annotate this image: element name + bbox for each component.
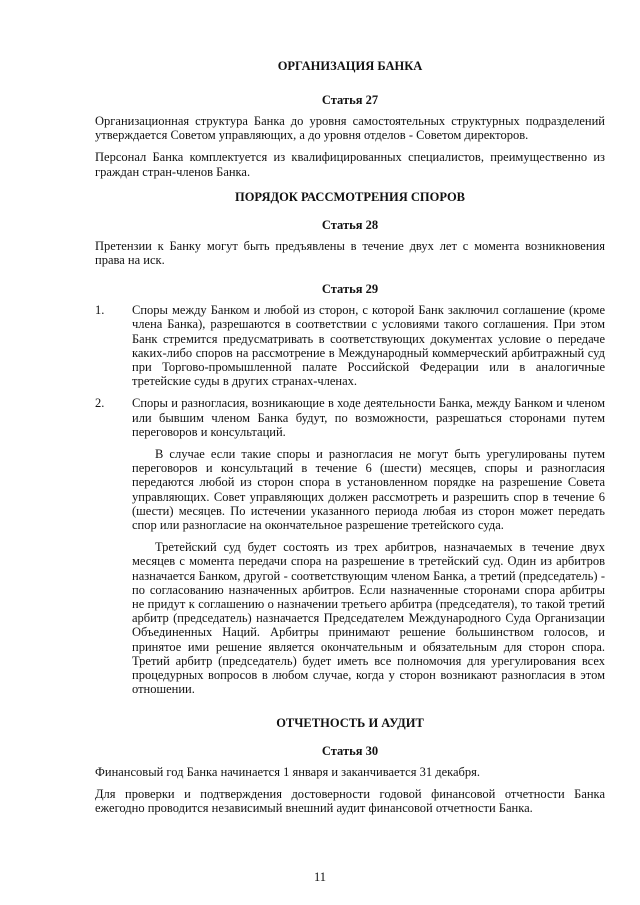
article-29-item-2 [95, 396, 605, 704]
article-27 [95, 92, 605, 179]
section-organization [95, 58, 605, 179]
article-title-29: Статья 29 [321, 282, 379, 297]
article-29-item-1-paragraph-1: Споры между Банком и любой из сторон, с которой Банк заключил соглашение (кроме члена Банка), разрешаются в соответствии с условиями такого соглашения. При этом Банк стремится предусматривать в соответствующих документах условие о передаче каких-либо споров на рассмотрение в Международный коммерческий арбитражный суд при Торгово-промышленной палате Российской Федерации или в аналогичные третейские суды в других странах-членах. [132, 303, 605, 389]
article-title-30: Статья 30 [321, 743, 379, 758]
article-29-item-2-paragraph-1: Споры и разногласия, возникающие в ходе деятельности Банка, между Банком и членом или бывшим членом Банка будут, по возможности, разрешаться сторонами путем переговоров и консультаций. [132, 396, 605, 439]
page-number: 11 [313, 870, 327, 884]
section-reporting [95, 715, 605, 816]
article-29-item-1 [95, 303, 605, 396]
article-27-paragraph-2: Персонал Банка комплектуется из квалифицированных специалистов, преимущественно из граждан стран-членов Банка. [95, 150, 605, 179]
list-item-body [132, 303, 605, 396]
article-30-paragraph-1: Финансовый год Банка начинается 1 января и заканчивается 31 декабря. [95, 764, 481, 779]
article-28-paragraph-1: Претензии к Банку могут быть предъявлены в течение двух лет с момента возникновения права на иск. [95, 238, 605, 268]
list-item-number: 1. [95, 303, 105, 318]
article-29-item-2-paragraph-2: В случае если такие споры и разногласия не могут быть урегулированы путем переговоров и консультаций в течение 6 (шести) месяцев, споры и разногласия передаются любой из сторон спора в установленном порядке на разрешение Совета управляющих. Совет управляющих должен рассмотреть и разрешить спор в течение 6 (шести) месяцев. По истечении указанного периода любая из сторон может передать спор или разногласие на окончательное разрешение третейского суда. [132, 447, 605, 533]
article-29-item-2-paragraph-3: Третейский суд будет состоять из трех арбитров, назначаемых в течение двух месяцев с момента передачи спора на разрешение в третейский суд. Один из арбитров назначается Банком, другой - соответствующим членом Банка, а третий (председатель) - по согласованию назначенных арбитров. Если назначенные сторонами спора арбитры не придут к соглашению о назначении третьего арбитра (председателя), то такой третий арбитр (председатель) назначается Председателем Международного Суда Организации Объединенных Наций. Арбитры принимают решение большинством голосов, и принятое ими решение является окончательным и обязательным для сторон спора. Третий арбитр (председатель) будет иметь все полномочия для урегулирования всех процедурных вопросов в любом случае, когда у сторон возникают разногласия в этом отношении. [132, 540, 605, 697]
section-heading-reporting: ОТЧЕТНОСТЬ И АУДИТ [276, 715, 424, 730]
section-heading-organization: ОРГАНИЗАЦИЯ БАНКА [277, 59, 423, 73]
page-content [95, 58, 605, 825]
article-title-27: Статья 27 [321, 93, 379, 107]
section-disputes [95, 189, 605, 705]
article-29 [95, 281, 605, 704]
article-27-paragraph-1: Организационная структура Банка до уровня самостоятельных структурных подразделений утверждается Советом управляющих, а до уровня отделов - Советом директоров. [95, 114, 605, 143]
section-heading-disputes: ПОРЯДОК РАССМОТРЕНИЯ СПОРОВ [234, 189, 466, 204]
article-30 [95, 743, 605, 816]
article-title-28: Статья 28 [321, 217, 379, 232]
list-item-body [132, 396, 605, 704]
article-28 [95, 217, 605, 267]
list-item-number: 2. [95, 396, 105, 411]
article-30-paragraph-2: Для проверки и подтверждения достоверности годовой финансовой отчетности Банка ежегодно проводится независимый внешний аудит финансовой отчетности Банка. [95, 786, 605, 815]
